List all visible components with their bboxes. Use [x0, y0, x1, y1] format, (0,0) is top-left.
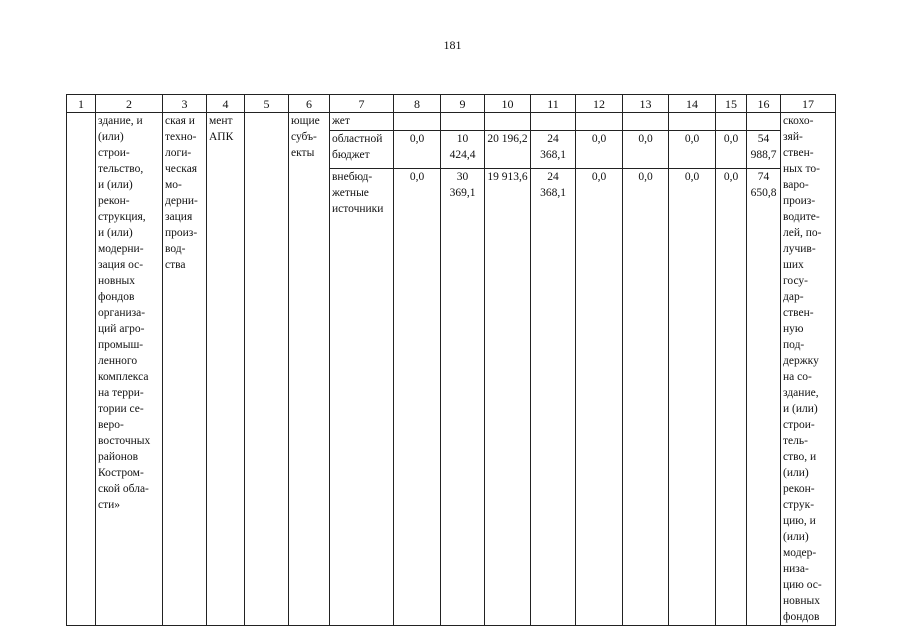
value-cell: 0,0 — [623, 131, 669, 169]
value-cell — [623, 113, 669, 131]
value-cell: 24 368,1 — [531, 169, 576, 626]
value-cell: 0,0 — [576, 131, 623, 169]
col-header: 7 — [330, 95, 394, 113]
col-header: 2 — [96, 95, 163, 113]
value-cell: 0,0 — [576, 169, 623, 626]
value-cell: 0,0 — [623, 169, 669, 626]
value-cell: 54 988,7 — [747, 131, 781, 169]
cell-col3-direction: ская и техно- логи- ческая мо- дерни- зация произ- вод- ства — [163, 113, 207, 626]
value-cell: 0,0 — [716, 169, 747, 626]
cell-col4-department: мент АПК — [207, 113, 245, 626]
col-header: 1 — [67, 95, 96, 113]
cell-col5 — [245, 113, 289, 626]
value-cell — [716, 113, 747, 131]
col-header: 17 — [781, 95, 836, 113]
value-cell: 30 369,1 — [441, 169, 485, 626]
col-header: 13 — [623, 95, 669, 113]
value-cell: 0,0 — [394, 169, 441, 626]
value-cell — [669, 113, 716, 131]
value-cell: 0,0 — [669, 169, 716, 626]
col-header: 3 — [163, 95, 207, 113]
col-header: 15 — [716, 95, 747, 113]
cell-col2-description: здание, и (или) строи- тельство, и (или) рекон- струкция, и (или) модерни- зация ос- новных фондов организа- ций агро- промыш- ленного комплекса на терри- тории се- веро- восточных районов Костром- ской обла- сти» — [96, 113, 163, 626]
row-label-extrabudgetary: внебюд- жетные источники — [330, 169, 394, 626]
col-header: 4 — [207, 95, 245, 113]
col-header: 10 — [485, 95, 531, 113]
value-cell — [531, 113, 576, 131]
value-cell: 0,0 — [669, 131, 716, 169]
table-row — [67, 113, 836, 131]
row-label-regional-budget: областной бюджет — [330, 131, 394, 169]
value-cell — [747, 113, 781, 131]
col-header: 11 — [531, 95, 576, 113]
cell-col6-subjects: ющие субъ- екты — [289, 113, 330, 626]
value-cell: 10 424,4 — [441, 131, 485, 169]
cell-col17-result: скохо- зяй- ствен- ных то- варо- произ- водите- лей, по- лучив- ших госу- дар- ствен- ную под- держку на со- здание, и (или) строи- тель- ство, и (или) рекон- струк- цию, и (или) модер- низа- цию ос- новных фондов — [781, 113, 836, 626]
col-header: 6 — [289, 95, 330, 113]
cell-col1 — [67, 113, 96, 626]
page-number: 181 — [443, 38, 462, 52]
value-cell — [485, 113, 531, 131]
value-cell: 19 913,6 — [485, 169, 531, 626]
col-header: 5 — [245, 95, 289, 113]
value-cell: 24 368,1 — [531, 131, 576, 169]
value-cell: 0,0 — [716, 131, 747, 169]
header-row — [67, 95, 836, 113]
value-cell: 0,0 — [394, 131, 441, 169]
col-header: 12 — [576, 95, 623, 113]
budget-table — [66, 94, 836, 626]
value-cell: 74 650,8 — [747, 169, 781, 626]
col-header: 8 — [394, 95, 441, 113]
col-header: 14 — [669, 95, 716, 113]
row-label-budget: жет — [330, 113, 394, 131]
col-header: 9 — [441, 95, 485, 113]
value-cell — [394, 113, 441, 131]
value-cell — [576, 113, 623, 131]
col-header: 16 — [747, 95, 781, 113]
value-cell: 20 196,2 — [485, 131, 531, 169]
value-cell — [441, 113, 485, 131]
